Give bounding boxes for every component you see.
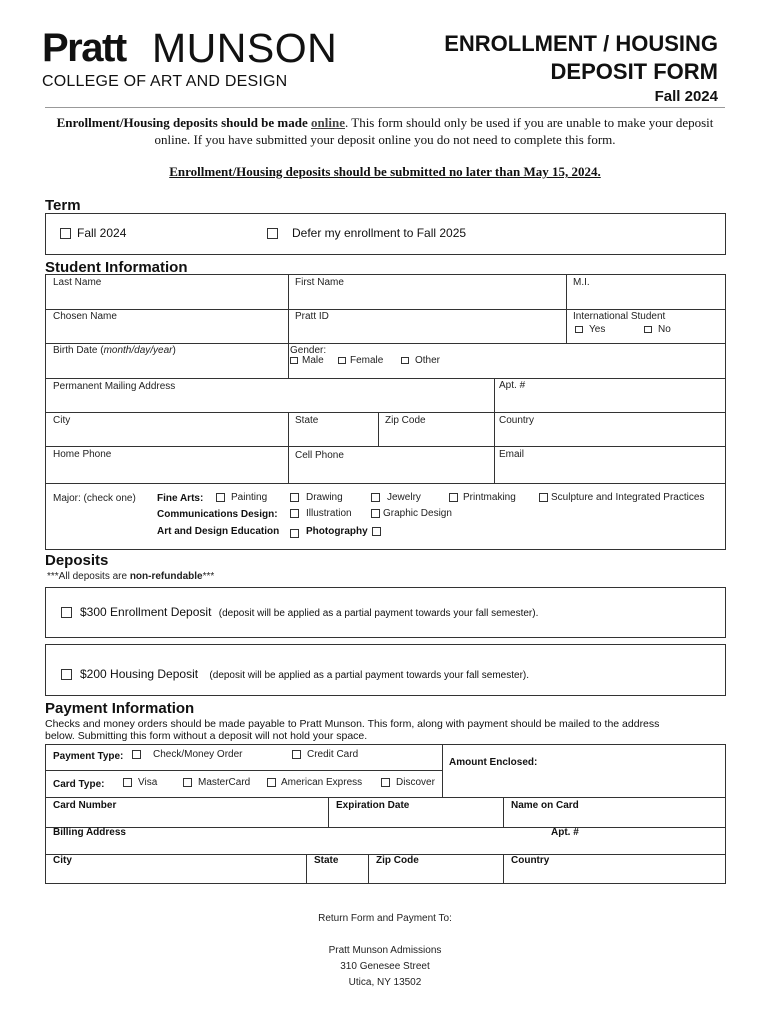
photography-label: Photography xyxy=(306,526,368,537)
gender-male-option[interactable] xyxy=(290,355,324,366)
billing-country-label: Country xyxy=(511,855,550,866)
apt-label: Apt. # xyxy=(499,380,526,391)
expiration-label: Expiration Date xyxy=(336,800,410,811)
col-divider xyxy=(368,854,369,884)
city-label: City xyxy=(53,415,71,426)
state-label: State xyxy=(295,415,319,426)
chosen-name-label: Chosen Name xyxy=(53,311,117,322)
col-divider xyxy=(288,446,289,483)
checkbox[interactable] xyxy=(290,529,299,538)
billing-zip-label: Zip Code xyxy=(376,855,419,866)
online-link[interactable]: online xyxy=(311,115,345,130)
header-divider xyxy=(45,107,725,108)
col-divider xyxy=(494,378,495,412)
checkbox[interactable] xyxy=(575,326,583,333)
checkbox[interactable] xyxy=(292,750,301,759)
checkbox[interactable] xyxy=(267,228,278,239)
card-visa-option[interactable] xyxy=(123,777,157,788)
checkbox[interactable] xyxy=(216,493,225,502)
pratt-id-label: Pratt ID xyxy=(295,311,329,322)
international-label: International Student xyxy=(573,311,666,322)
discover-label: Discover xyxy=(396,777,435,788)
major-sculpture[interactable] xyxy=(539,492,704,503)
col-divider xyxy=(328,797,329,827)
jewelry-label: Jewelry xyxy=(387,492,421,503)
enrollment-deposit-note: (deposit will be applied as a partial payment towards your fall semester). xyxy=(218,608,539,619)
col-divider xyxy=(378,412,379,446)
checkbox[interactable] xyxy=(183,778,192,787)
mi-label: M.I. xyxy=(573,277,590,288)
checkbox[interactable] xyxy=(539,493,548,502)
return-to-label: Return Form and Payment To: xyxy=(318,913,452,924)
checkbox[interactable] xyxy=(60,228,71,239)
gender-other-option[interactable] xyxy=(401,355,440,366)
col-divider xyxy=(503,797,504,827)
enrollment-deposit-label: $300 Enrollment Deposit xyxy=(80,605,212,619)
row-divider xyxy=(45,378,726,379)
payment-credit-option[interactable] xyxy=(292,749,358,760)
comm-design-label: Communications Design: xyxy=(157,509,278,520)
payment-instructions: Checks and money orders should be made payable to Pratt Munson. This form, along with payment should be mailed to the address below. Submitting this form without a deposit will not hold your space. xyxy=(45,718,660,742)
check-label: Check/Money Order xyxy=(153,749,243,760)
intro-text xyxy=(50,114,720,148)
gender-female-label: Female xyxy=(350,355,384,366)
painting-label: Painting xyxy=(231,492,268,503)
home-phone-label: Home Phone xyxy=(53,449,112,460)
gender-female-option[interactable] xyxy=(338,355,383,366)
intl-no-option[interactable] xyxy=(644,324,671,335)
mastercard-label: MasterCard xyxy=(198,777,251,788)
checkbox[interactable] xyxy=(61,669,72,680)
row-divider xyxy=(45,770,442,771)
row-divider xyxy=(45,412,726,413)
major-jewelry[interactable] xyxy=(371,492,421,503)
illustration-label: Illustration xyxy=(306,508,352,519)
checkbox[interactable] xyxy=(290,493,299,502)
checkbox[interactable] xyxy=(290,357,298,364)
first-name-field[interactable] xyxy=(290,288,565,308)
major-label: Major: (check one) xyxy=(53,493,136,504)
deposits-heading: Deposits xyxy=(45,552,109,569)
logo-subtitle: COLLEGE OF ART AND DESIGN xyxy=(42,73,288,90)
term-option-defer[interactable] xyxy=(267,226,466,240)
gender-label: Gender: xyxy=(290,345,327,356)
row-divider xyxy=(45,483,726,484)
enrollment-deposit-option[interactable] xyxy=(61,605,538,619)
major-drawing[interactable] xyxy=(290,492,343,503)
checkbox[interactable] xyxy=(401,357,409,364)
printmaking-label: Printmaking xyxy=(463,492,516,503)
major-printmaking[interactable] xyxy=(449,492,516,503)
intl-no-label: No xyxy=(658,324,671,335)
billing-state-label: State xyxy=(314,855,339,866)
checkbox[interactable] xyxy=(371,509,380,518)
birth-date-label: Birth Date (month/day/year) xyxy=(53,345,176,356)
major-graphic-design[interactable] xyxy=(371,508,452,519)
col-divider xyxy=(306,854,307,884)
col-divider xyxy=(288,274,289,343)
payment-heading: Payment Information xyxy=(45,700,195,717)
checkbox[interactable] xyxy=(371,493,380,502)
mi-field[interactable] xyxy=(568,288,725,308)
row-divider xyxy=(45,309,726,310)
graphic-design-label: Graphic Design xyxy=(383,508,452,519)
form-term: Fall 2024 xyxy=(654,88,718,105)
checkbox[interactable] xyxy=(123,778,132,787)
first-name-label: First Name xyxy=(295,277,344,288)
address-label: Permanent Mailing Address xyxy=(53,381,176,392)
intl-yes-label: Yes xyxy=(589,324,606,335)
row-divider xyxy=(45,343,726,344)
card-number-label: Card Number xyxy=(53,800,117,811)
col-divider xyxy=(494,446,495,483)
gender-other-label: Other xyxy=(415,355,441,366)
card-discover-option[interactable] xyxy=(381,777,435,788)
col-divider xyxy=(288,343,289,378)
term-option-fall[interactable] xyxy=(60,226,126,240)
logo-pratt: Pratt xyxy=(42,26,126,70)
billing-apt-label: Apt. # xyxy=(551,827,579,838)
logo-munson: MUNSON xyxy=(152,25,338,71)
checkbox[interactable] xyxy=(61,607,72,618)
form-title-line2: DEPOSIT FORM xyxy=(550,59,718,84)
address-line3: Utica, NY 13502 xyxy=(348,977,422,988)
col-divider xyxy=(288,412,289,446)
drawing-label: Drawing xyxy=(306,492,343,503)
form-title-line1: ENROLLMENT / HOUSING xyxy=(444,31,718,56)
form-title xyxy=(444,30,718,108)
gender-male-label: Male xyxy=(302,355,324,366)
card-amex-option[interactable] xyxy=(267,777,362,788)
col-divider xyxy=(566,274,567,343)
email-label: Email xyxy=(499,449,525,460)
visa-label: Visa xyxy=(138,777,158,788)
payment-check-option[interactable] xyxy=(132,749,242,760)
checkbox[interactable] xyxy=(267,778,276,787)
student-heading: Student Information xyxy=(45,259,188,276)
checkbox[interactable] xyxy=(290,509,299,518)
credit-label: Credit Card xyxy=(307,749,359,760)
address-line1: Pratt Munson Admissions xyxy=(328,945,442,956)
amount-enclosed-label: Amount Enclosed: xyxy=(449,757,538,768)
address-line2: 310 Genesee Street xyxy=(340,961,430,972)
billing-city-label: City xyxy=(53,855,72,866)
checkbox[interactable] xyxy=(338,357,346,364)
major-illustration[interactable] xyxy=(290,508,352,519)
housing-deposit-option[interactable] xyxy=(61,667,529,681)
major-painting[interactable] xyxy=(216,492,267,503)
intro-bold: Enrollment/Housing deposits should be made xyxy=(56,115,308,130)
major-photography[interactable] xyxy=(306,526,387,537)
last-name-label: Last Name xyxy=(53,277,102,288)
checkbox[interactable] xyxy=(381,778,390,787)
non-refundable-note: ***All deposits are non-refundable*** xyxy=(47,571,215,582)
amount-enclosed-field[interactable] xyxy=(443,770,725,796)
amex-label: American Express xyxy=(281,777,363,788)
art-ed-label: Art and Design Education xyxy=(157,526,280,537)
last-name-field[interactable] xyxy=(46,288,287,308)
col-divider xyxy=(494,412,495,446)
term-option-defer-label: Defer my enrollment to Fall 2025 xyxy=(292,226,467,240)
zip-label: Zip Code xyxy=(385,415,426,426)
payment-type-label: Payment Type: xyxy=(53,751,124,762)
row-divider xyxy=(45,446,726,447)
row-divider xyxy=(45,827,726,828)
checkbox[interactable] xyxy=(644,326,652,333)
checkbox[interactable] xyxy=(449,493,458,502)
country-label: Country xyxy=(499,415,535,426)
checkbox[interactable] xyxy=(372,527,381,536)
card-mastercard-option[interactable] xyxy=(183,777,250,788)
major-art-ed[interactable] xyxy=(290,525,305,543)
checkbox[interactable] xyxy=(132,750,141,759)
fine-arts-label: Fine Arts: xyxy=(157,493,204,504)
cell-phone-label: Cell Phone xyxy=(295,450,344,461)
deadline-text: Enrollment/Housing deposits should be submitted no later than May 15, 2024. xyxy=(169,164,601,179)
intl-yes-option[interactable] xyxy=(575,324,605,335)
billing-address-label: Billing Address xyxy=(53,827,126,838)
term-option-fall-label: Fall 2024 xyxy=(77,226,127,240)
housing-deposit-note: (deposit will be applied as a partial payment towards your fall semester). xyxy=(209,670,530,681)
name-on-card-label: Name on Card xyxy=(511,800,579,811)
housing-deposit-label: $200 Housing Deposit xyxy=(80,667,199,681)
sculpture-label: Sculpture and Integrated Practices xyxy=(551,492,705,503)
row-divider xyxy=(45,797,726,798)
col-divider xyxy=(503,854,504,884)
term-heading: Term xyxy=(45,197,81,214)
card-type-label: Card Type: xyxy=(53,779,105,790)
intro-rest: . This form should only be used if you are unable to make your deposit online. If you have submitted your deposit online you do not need to complete this form. xyxy=(154,115,714,147)
